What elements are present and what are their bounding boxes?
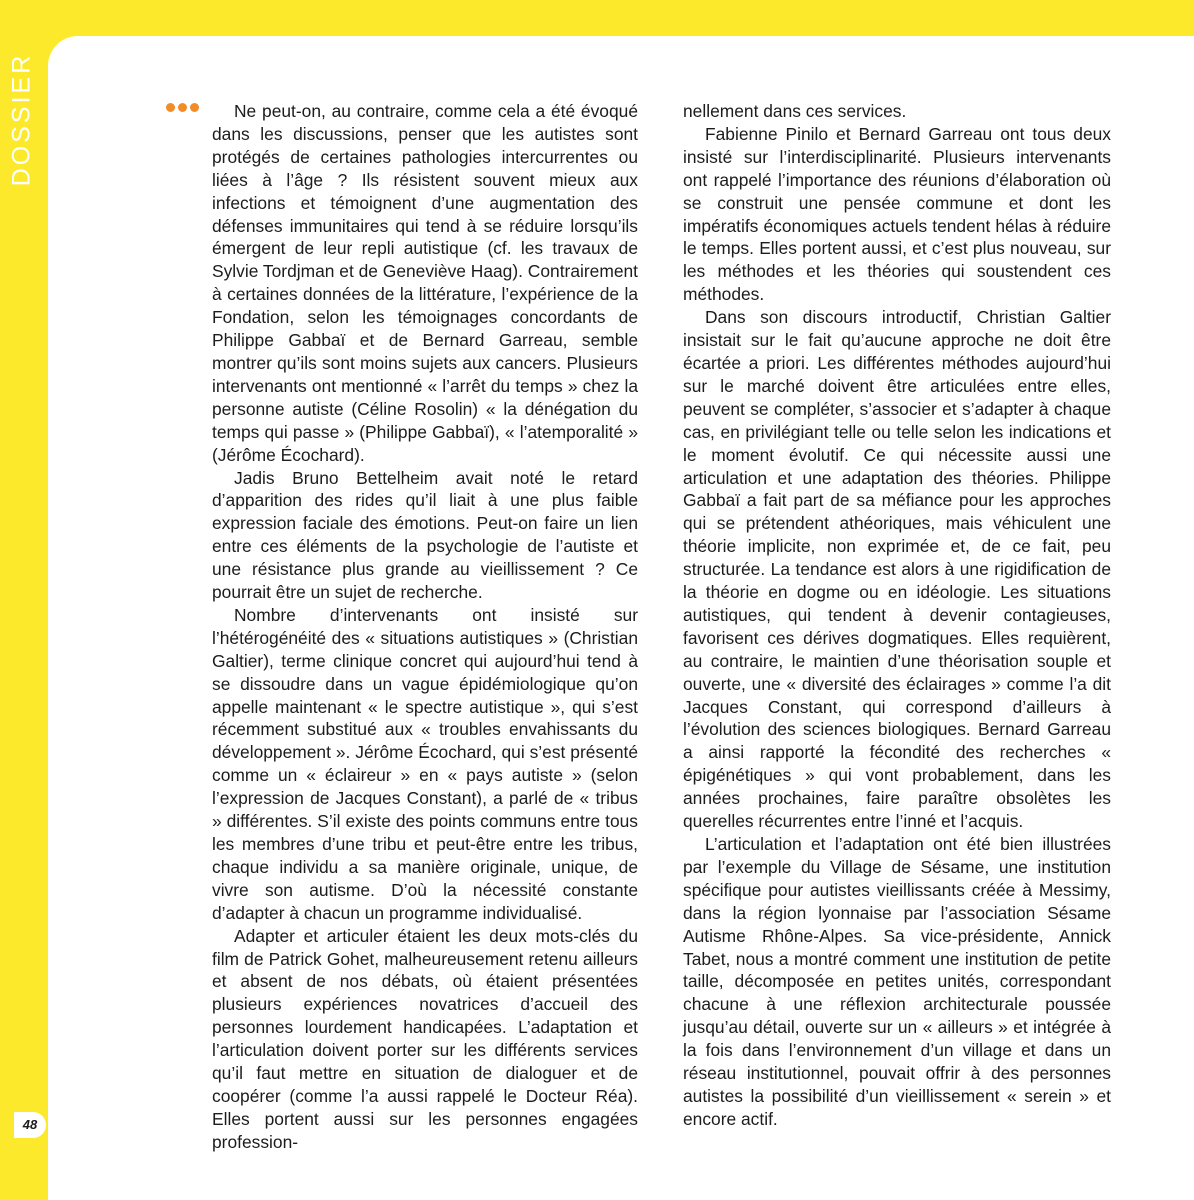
paragraph: L’articulation et l’adaptation ont été bien illustrées par l’exemple du Village de Sésame, une institution spécifique pour autistes vieillissants créée à Messimy, dans la région lyonnaise par l’association Sésame Autisme Rhône-Alpes. Sa vice-présidente, Annick Tabet, nous a montré comment une institution de petite taille, décomposée en petites unités, correspondant chacune à une réflexion architecturale poussée jusqu’au détail, ouverte sur un « ailleurs » et intégrée à la fois dans l’environnement d’un village et dans un réseau institutionnel, pouvait offrir à des personnes autistes la possibilité d’un vieillissement « serein » et encore actif. bbox=[683, 834, 1111, 1129]
page-number: 48 bbox=[14, 1112, 46, 1138]
paragraph-continuation: nellement dans ces services. bbox=[683, 101, 907, 121]
left-column bbox=[212, 100, 638, 1154]
paragraph: Jadis Bruno Bettelheim avait noté le retard d’apparition des rides qu’il liait à une plus faible expression faciale des émotions. Peut-on faire un lien entre ces éléments de la psychologie de l’autiste et une résistance plus grande au vieillissement ? Ce pourrait être un sujet de recherche. bbox=[212, 467, 638, 603]
section-label bbox=[2, 44, 42, 194]
paragraph: Nombre d’intervenants ont insisté sur l’hétérogénéité des « situations autistiques » (Christian Galtier), terme clinique concret qui aujourd’hui tend à se dissoudre dans un vague épidémiologique qu’on appelle maintenant « le spectre autistique », qui s’est récemment substitué aux « troubles envahissants du développement ». Jérôme Écochard, qui s’est présenté comme un « éclaireur » en « pays autiste » (selon l’expression de Jacques Constant), a parlé de « tribus » différentes. S’il existe des points communs entre tous les membres d’une tribu et peut-être entre les tribus, chaque individu a sa manière originale, unique, de vivre son autisme. D’où la nécessité constante d’adapter à chacun un programme individualisé. bbox=[212, 604, 638, 923]
top-yellow-band bbox=[640, 0, 1194, 36]
paragraph: Adapter et articuler étaient les deux mots-clés du film de Patrick Gohet, malheureusement retenu ailleurs et absent de nos débats, où étaient présentées plusieurs expériences novatrices d’accueil des personnes lourdement handicapées. L’adaptation et l’articulation doivent porter sur les différents services qu’il faut mettre en situation de dialoguer et de coopérer (comme l’a aussi rappelé le Docteur Réa). Elles portent aussi sur les personnes engagées profession- bbox=[212, 925, 638, 1152]
section-label-text: DOSSIER bbox=[7, 52, 36, 186]
ornament-dot bbox=[166, 103, 175, 112]
paragraph: Fabienne Pinilo et Bernard Garreau ont tous deux insisté sur l’interdisciplinarité. Plusieurs intervenants ont rappelé l’importance des réunions d’élaboration où se construit une pensée commune et dont les impératifs économiques actuels tendent hélas à réduire le temps. Elles portent aussi, et c’est plus nouveau, sur les méthodes et les théories qui soustendent ces méthodes. bbox=[683, 123, 1111, 305]
ornament-dot bbox=[178, 103, 187, 112]
paragraph: Ne peut-on, au contraire, comme cela a été évoqué dans les discussions, penser que les autistes sont protégés de certaines pathologies intercurrentes ou liées à l’âge ? Ils résistent souvent mieux aux infections et témoignent d’une augmentation des défenses immunitaires qui tend à se réduire lorsqu’ils émergent de leur repli autistique (cf. les travaux de Sylvie Tordjman et de Geneviève Haag). Contrairement à certaines données de la littérature, l’expérience de la Fondation, selon les témoignages concordants de Philippe Gabbaï et de Bernard Garreau, semble montrer qu’ils sont moins sujets aux cancers. Plusieurs intervenants ont mentionné « l’arrêt du temps » chez la personne autiste (Céline Rosolin) « la dénégation du temps qui passe » (Philippe Gabbaï), « l’atemporalité » (Jérôme Écochard). bbox=[212, 101, 638, 465]
paragraph: Dans son discours introductif, Christian Galtier insistait sur le fait qu’aucune approche ne doit être écartée a priori. Les différentes méthodes aujourd’hui sur le marché doivent être articulées entre elles, peuvent se compléter, s’associer et s’adapter à chaque cas, en privilégiant telle ou telle selon les indications et le moment évolutif. Ce qui nécessite aussi une articulation et une adaptation des théories. Philippe Gabbaï a fait part de sa méfiance pour les approches qui se prétendent athéoriques, mais véhiculent une théorie implicite, non exprimée et, de ce fait, peu structurée. La tendance est alors à une rigidification de la théorie en dogme ou en idéologie. Les situations autistiques, qui tendent à devenir contagieuses, favorisent ces dérives dogmatiques. Elles requièrent, au contraire, le maintien d’une théorisation souple et ouverte, une « diversité des éclairages » comme l’a dit Jacques Constant, qui correspond d’ailleurs à l’évolution des sciences biologiques. Bernard Garreau a ainsi rapporté la fécondité des recherches « épigénétiques » qui vont probablement, dans les années prochaines, faire paraître obsolètes les querelles récurrentes entre l’inné et l’acquis. bbox=[683, 307, 1111, 832]
ornament-dot bbox=[190, 103, 199, 112]
right-column bbox=[683, 100, 1111, 1131]
three-dots-ornament-icon bbox=[166, 103, 199, 112]
